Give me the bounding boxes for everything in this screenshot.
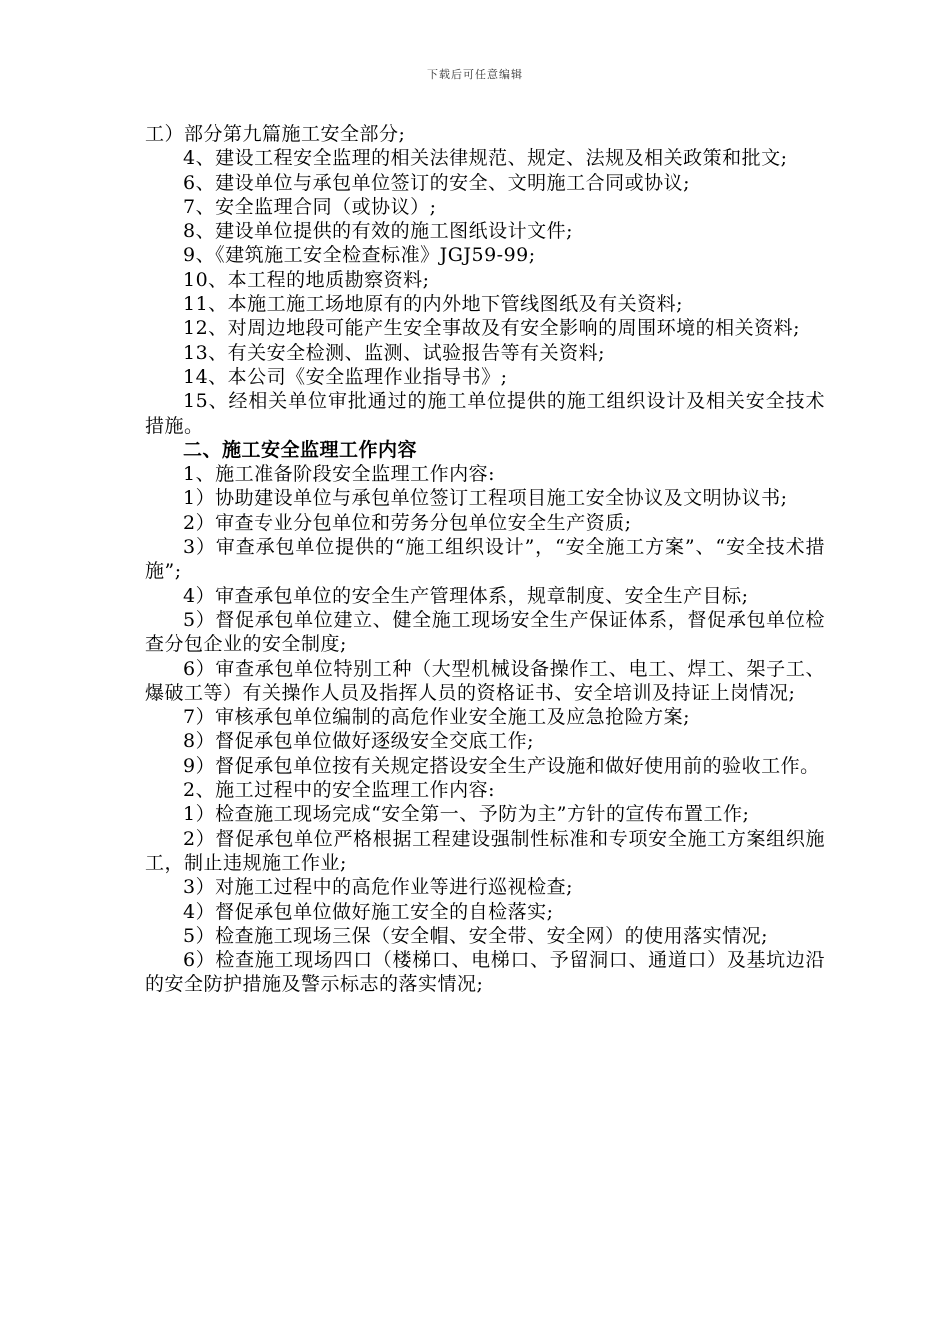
paragraph: 9）督促承包单位按有关规定搭设安全生产设施和做好使用前的验收工作。: [183, 754, 820, 777]
page-header: 下载后可任意编辑: [427, 68, 523, 81]
paragraph: 4）审查承包单位的安全生产管理体系，规章制度、安全生产目标;: [183, 584, 749, 607]
paragraph: 3）审查承包单位提供的“施工组织设计”，“安全施工方案”、“安全技术措施”;: [145, 536, 825, 583]
paragraph: 8、建设单位提供的有效的施工图纸设计文件;: [183, 220, 573, 243]
paragraph: 6、建设单位与承包单位签订的安全、文明施工合同或协议;: [183, 171, 690, 194]
paragraph: 6）检查施工现场四口（楼梯口、电梯口、予留洞口、通道口）及基坑边沿的安全防护措施及警示标志的落实情况;: [145, 949, 825, 996]
paragraph: 2）督促承包单位严格根据工程建设强制性标准和专项安全施工方案组织施工，制止违规施工作业;: [145, 827, 825, 874]
paragraph: 4）督促承包单位做好施工安全的自检落实;: [183, 900, 554, 923]
paragraph: 12、对周边地段可能产生安全事故及有安全影响的周围环境的相关资料;: [183, 317, 801, 340]
paragraph: 6）审查承包单位特别工种（大型机械设备操作工、电工、焊工、架子工、爆破工等）有关操作人员及指挥人员的资格证书、安全培训及持证上岗情况;: [145, 657, 825, 704]
paragraph: 8）督促承包单位做好逐级安全交底工作;: [183, 730, 534, 753]
paragraph: 2）审查专业分包单位和劳务分包单位安全生产资质;: [183, 511, 632, 534]
paragraph: 1、施工准备阶段安全监理工作内容:: [183, 463, 495, 486]
paragraph: 5）督促承包单位建立、健全施工现场安全生产保证体系，督促承包单位检查分包企业的安全制度;: [145, 608, 825, 656]
paragraph: 15、经相关单位审批通过的施工单位提供的施工组织设计及相关安全技术措施。: [145, 390, 825, 437]
paragraph: 5）检查施工现场三保（安全帽、安全带、安全网）的使用落实情况;: [183, 924, 768, 947]
paragraph: 13、有关安全检测、监测、试验报告等有关资料;: [183, 341, 606, 364]
paragraph: 1）检查施工现场完成“安全第一、予防为主”方针的宣传布置工作;: [183, 803, 750, 826]
paragraph: 4、建设工程安全监理的相关法律规范、规定、法规及相关政策和批文;: [183, 147, 788, 170]
paragraph: 2、施工过程中的安全监理工作内容:: [183, 779, 495, 802]
section-heading: 二、施工安全监理工作内容: [183, 438, 418, 461]
paragraph: 1）协助建设单位与承包单位签订工程项目施工安全协议及文明协议书;: [183, 487, 788, 510]
paragraph: 7、安全监理合同（或协议）;: [183, 195, 437, 218]
paragraph: 3）对施工过程中的高危作业等进行巡视检查;: [183, 876, 573, 899]
paragraph: 9、《建筑施工安全检查标准》JGJ59-99;: [183, 244, 536, 267]
paragraph: 14、本公司《安全监理作业指导书》;: [183, 365, 508, 388]
paragraph: 工）部分第九篇施工安全部分;: [145, 123, 406, 145]
paragraph: 11、本施工施工场地原有的内外地下管线图纸及有关资料;: [183, 293, 684, 316]
paragraph: 10、本工程的地质勘察资料;: [183, 268, 430, 291]
paragraph: 7）审核承包单位编制的高危作业安全施工及应急抢险方案;: [183, 706, 690, 729]
document-body: [145, 122, 825, 997]
